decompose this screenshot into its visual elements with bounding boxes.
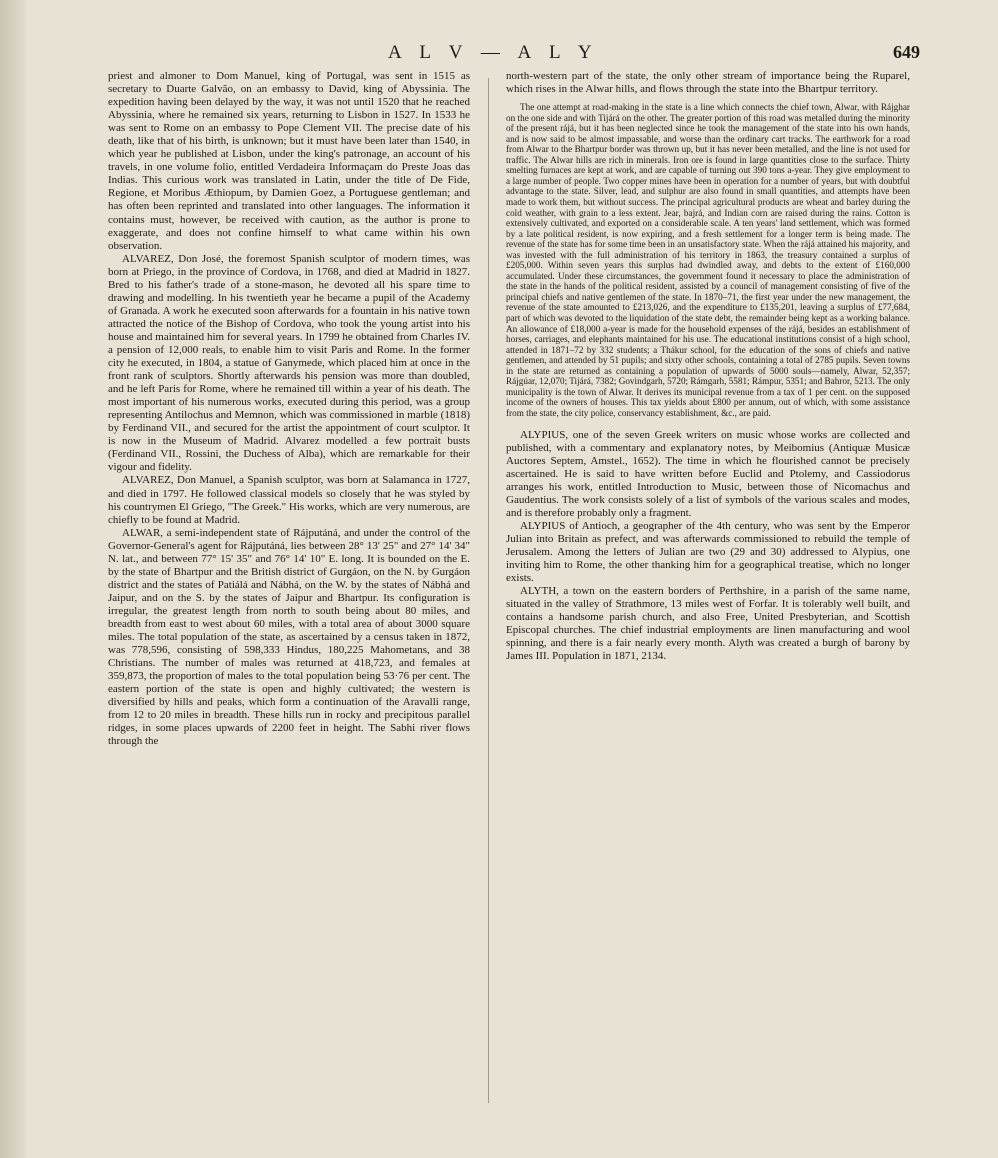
page-number: 649 bbox=[893, 42, 920, 62]
column-divider bbox=[488, 78, 489, 1103]
left-column bbox=[108, 70, 470, 748]
paragraph-alwar-small-print: The one attempt at road-making in the state is a line which connects the chief town, Alwar, with Rájghar on the one side and with Tijárá on the other. The greater portion of this road was metalled during the minority of the present rájá, but it has been neglected since he took the management of the state into his own hands, and is now said to be almost impassable, and worse than the ordinary cart tracks. The earthwork for a road from Alwar to the Bhartpur border was thrown up, but it has never been metalled, and the line is not used for traffic. The Alwar hills are rich in minerals. Iron ore is found in large quantities close to the surface. Thirty smelting furnaces are kept at work, and are capable of turning out 390 tons a-year. They give employment to a large number of people. Two copper mines have been in operation for a number of years, but with doubtful advantage to the state. Silver, lead, and sulphur are also found in small quantities, and attempts have been made to work them, but without success. The principal agricultural products are wheat and barley during the cold weather, with grain to a less extent. Jear, bajrá, and Indian corn are raised during the rains. Cotton is extensively cultivated, and exported on a considerable scale. A ten years' land settlement, which was formed by a late political resident, is now expiring, and a fresh settlement for a longer term is being made. The revenue of the state has for some time been in an unsatisfactory state. When the rájá attained his majority, and was invested with the full administration of his territory in 1863, the treasury contained a surplus of £205,000. Within seven years this surplus had dwindled away, and debts to the extent of £160,000 accumulated. Under these circumstances, the government found it necessary to place the administration of the state in the hands of the political resident, assisted by a council of management consisting of five of the principal chiefs and native gentlemen of the state. In 1870–71, the first year under the new management, the revenue of the state amounted to £213,026, and the expenditure to £135,201, leaving a surplus of £77,684, part of which was devoted to the liquidation of the state debt, the remainder being kept as a working balance. An allowance of £18,000 a-year is made for the household expenses of the rájá, besides an establishment of horses, carriages, and elephants maintained for his use. The educational institutions consist of a high school, attended in 1871–72 by 332 students; a Thákur school, for the education of the sons of chiefs and native gentlemen, and attended by 51 pupils; and sixty other schools, containing a total of 2785 pupils. Seven towns in the state are returned as containing a population of upwards of 5000 souls—namely, Alwar, 52,357; Rájgúar, 12,070; Tijárá, 7382; Govindgarh, 5720; Rámgarh, 5581; Rámpur, 5351; and Bahror, 5213. The only municipality is the town of Alwar. It derives its municipal revenue from a tax of 1 per cent. on the supposed income of the owners of houses. This tax yields about £800 per annum, out of which, with some assistance from the state, the city police, conservancy establishment, &c., are paid. bbox=[506, 102, 910, 418]
paragraph-alwar: ALWAR, a semi-independent state of Rájputáná, and under the control of the Governor-General's agent for Rájputáná, lies between 28° 13' 25" and 27° 14' 34" N. lat., and between 77° 15' 35" and 76° 14' 10" E. long. It is bounded on the E. by the state of Bhartpur and the British district of Gurgáon, on the N. by Gurgáon district and the states of Patiálá and Nábhá, on the W. by the states of Nábhá and Jaipur, and on the S. by the states of Jaipur and Bhartpur. Its configuration is irregular, the greatest length from north to south being about 80 miles, and breadth from east to west about 60 miles, with a total area of about 3000 square miles. The total population of the state, as ascertained by a census taken in 1872, was 778,596, consisting of 598,333 Hindus, 180,225 Mahometans, and 38 Christians. The number of males was returned at 418,723, and females at 359,873, the proportion of males to the total population being 53·76 per cent. The eastern portion of the state is open and highly cultivated; the western is diversified by hills and peaks, which form a continuation of the Aravalli range, from 12 to 20 miles in breadth. These hills run in rocky and precipitous parallel ridges, in some places upwards of 2200 feet in height. The Sabhi river flows through the bbox=[108, 526, 470, 748]
paragraph-alvarez-jose: ALVAREZ, Don José, the foremost Spanish sculptor of modern times, was born at Priego, in the province of Cordova, in 1768, and died at Madrid in 1827. Bred to his father's trade of a stone-mason, he devoted all his spare time to drawing and modelling. In his twentieth year he became a pupil of the Academy of Granada. A work he executed soon afterwards for a fountain in his native town attracted the notice of the Bishop of Cordova, who took the young artist into his house and maintained him for several years. In 1799 he obtained from Charles IV. a pension of 12,000 reals, to enable him to visit Paris and Rome. In the former city he executed, in 1804, a statue of Ganymede, which placed him at once in the front rank of sculptors. Shortly afterwards his pension was more than doubled, and he left Paris for Rome, where he remained till within a year of his death. The most important of his numerous works, executed during this period, was a group representing Antilochus and Memnon, which was commissioned in marble (1818) by Ferdinand VII., and secured for the artist the appointment of court sculptor. It is now in the Museum of Madrid. Alvarez modelled a few portrait busts (Ferdinand VII., Rossini, the Duchess of Alba), which are remarkable for their vigour and fidelity. bbox=[108, 252, 470, 474]
paragraph-alwar-continued: north-western part of the state, the only other stream of importance being the Ruparel, which rises in the Alwar hills, and flows through the state into the Bhartpur territory. bbox=[506, 70, 910, 96]
right-column bbox=[506, 70, 910, 663]
page-header bbox=[108, 38, 920, 72]
running-head: A L V — A L Y bbox=[388, 42, 599, 63]
paragraph-alvarez-francisco-continued: priest and almoner to Dom Manuel, king of Portugal, was sent in 1515 as secretary to Duarte Galvão, on an embassy to David, king of Abyssinia. The expedition having been delayed by the way, it was not until 1520 that he reached Abyssinia, where he remained six years, returning to Lisbon in 1527. In 1533 he was sent to Rome on an embassy to Pope Clement VII. The precise date of his death, like that of his birth, is unknown; but it must have been later than 1540, in which year he published at Lisbon, under the king's patronage, an account of his travels, in one volume folio, entitled Verdadeira Informaçam do Preste Joas das Indias. This curious work was translated in Latin, under the title of De Fide, Regione, et Moribus Æthiopum, by Damien Goez, a Portuguese gentleman; and has often been reprinted and translated into other languages. The information it contains must, however, be received with caution, as the author is prone to exaggerate, and does not confine himself to what came within his own observation. bbox=[108, 70, 470, 252]
paragraph-alvarez-manuel: ALVAREZ, Don Manuel, a Spanish sculptor, was born at Salamanca in 1727, and died in 1797. He followed classical models so closely that he was styled by his countrymen El Griego, "The Greek." His works, which are very numerous, are chiefly to be found at Madrid. bbox=[108, 474, 470, 526]
paragraph-alypius: ALYPIUS, one of the seven Greek writers on music whose works are collected and published, with a commentary and explanatory notes, by Meibomius (Antiquæ Musicæ Auctores Septem, Amstel., 1652). The time in which he flourished cannot be precisely ascertained. He is said to have written before Euclid and Ptolemy, and Cassiodorus arranges his work, entitled Introduction to Music, between those of Nicomachus and Gaudentius. The work consists solely of a list of symbols of the various scales and modes, and is therefore probably only a fragment. bbox=[506, 428, 910, 519]
paragraph-alypius-of-antioch: ALYPIUS of Antioch, a geographer of the 4th century, who was sent by the Emperor Julian into Britain as prefect, and was afterwards commissioned to rebuild the temple of Jerusalem. Among the letters of Julian are two (29 and 30) addressed to Alypius, one inviting him to Rome, the other thanking him for a geographical treatise, which no longer exists. bbox=[506, 519, 910, 585]
paragraph-alyth: ALYTH, a town on the eastern borders of Perthshire, in a parish of the same name, situated in the valley of Strathmore, 13 miles west of Forfar. It is tolerably well built, and contains a handsome parish church, and also Free, United Presbyterian, and Scottish Episcopal churches. The chief industrial employments are linen manufacturing and wool spinning, and there is a fair nearly every month. Alyth was created a burgh of barony by James III. Population in 1871, 2134. bbox=[506, 585, 910, 663]
page-binding-shadow bbox=[0, 0, 26, 1158]
